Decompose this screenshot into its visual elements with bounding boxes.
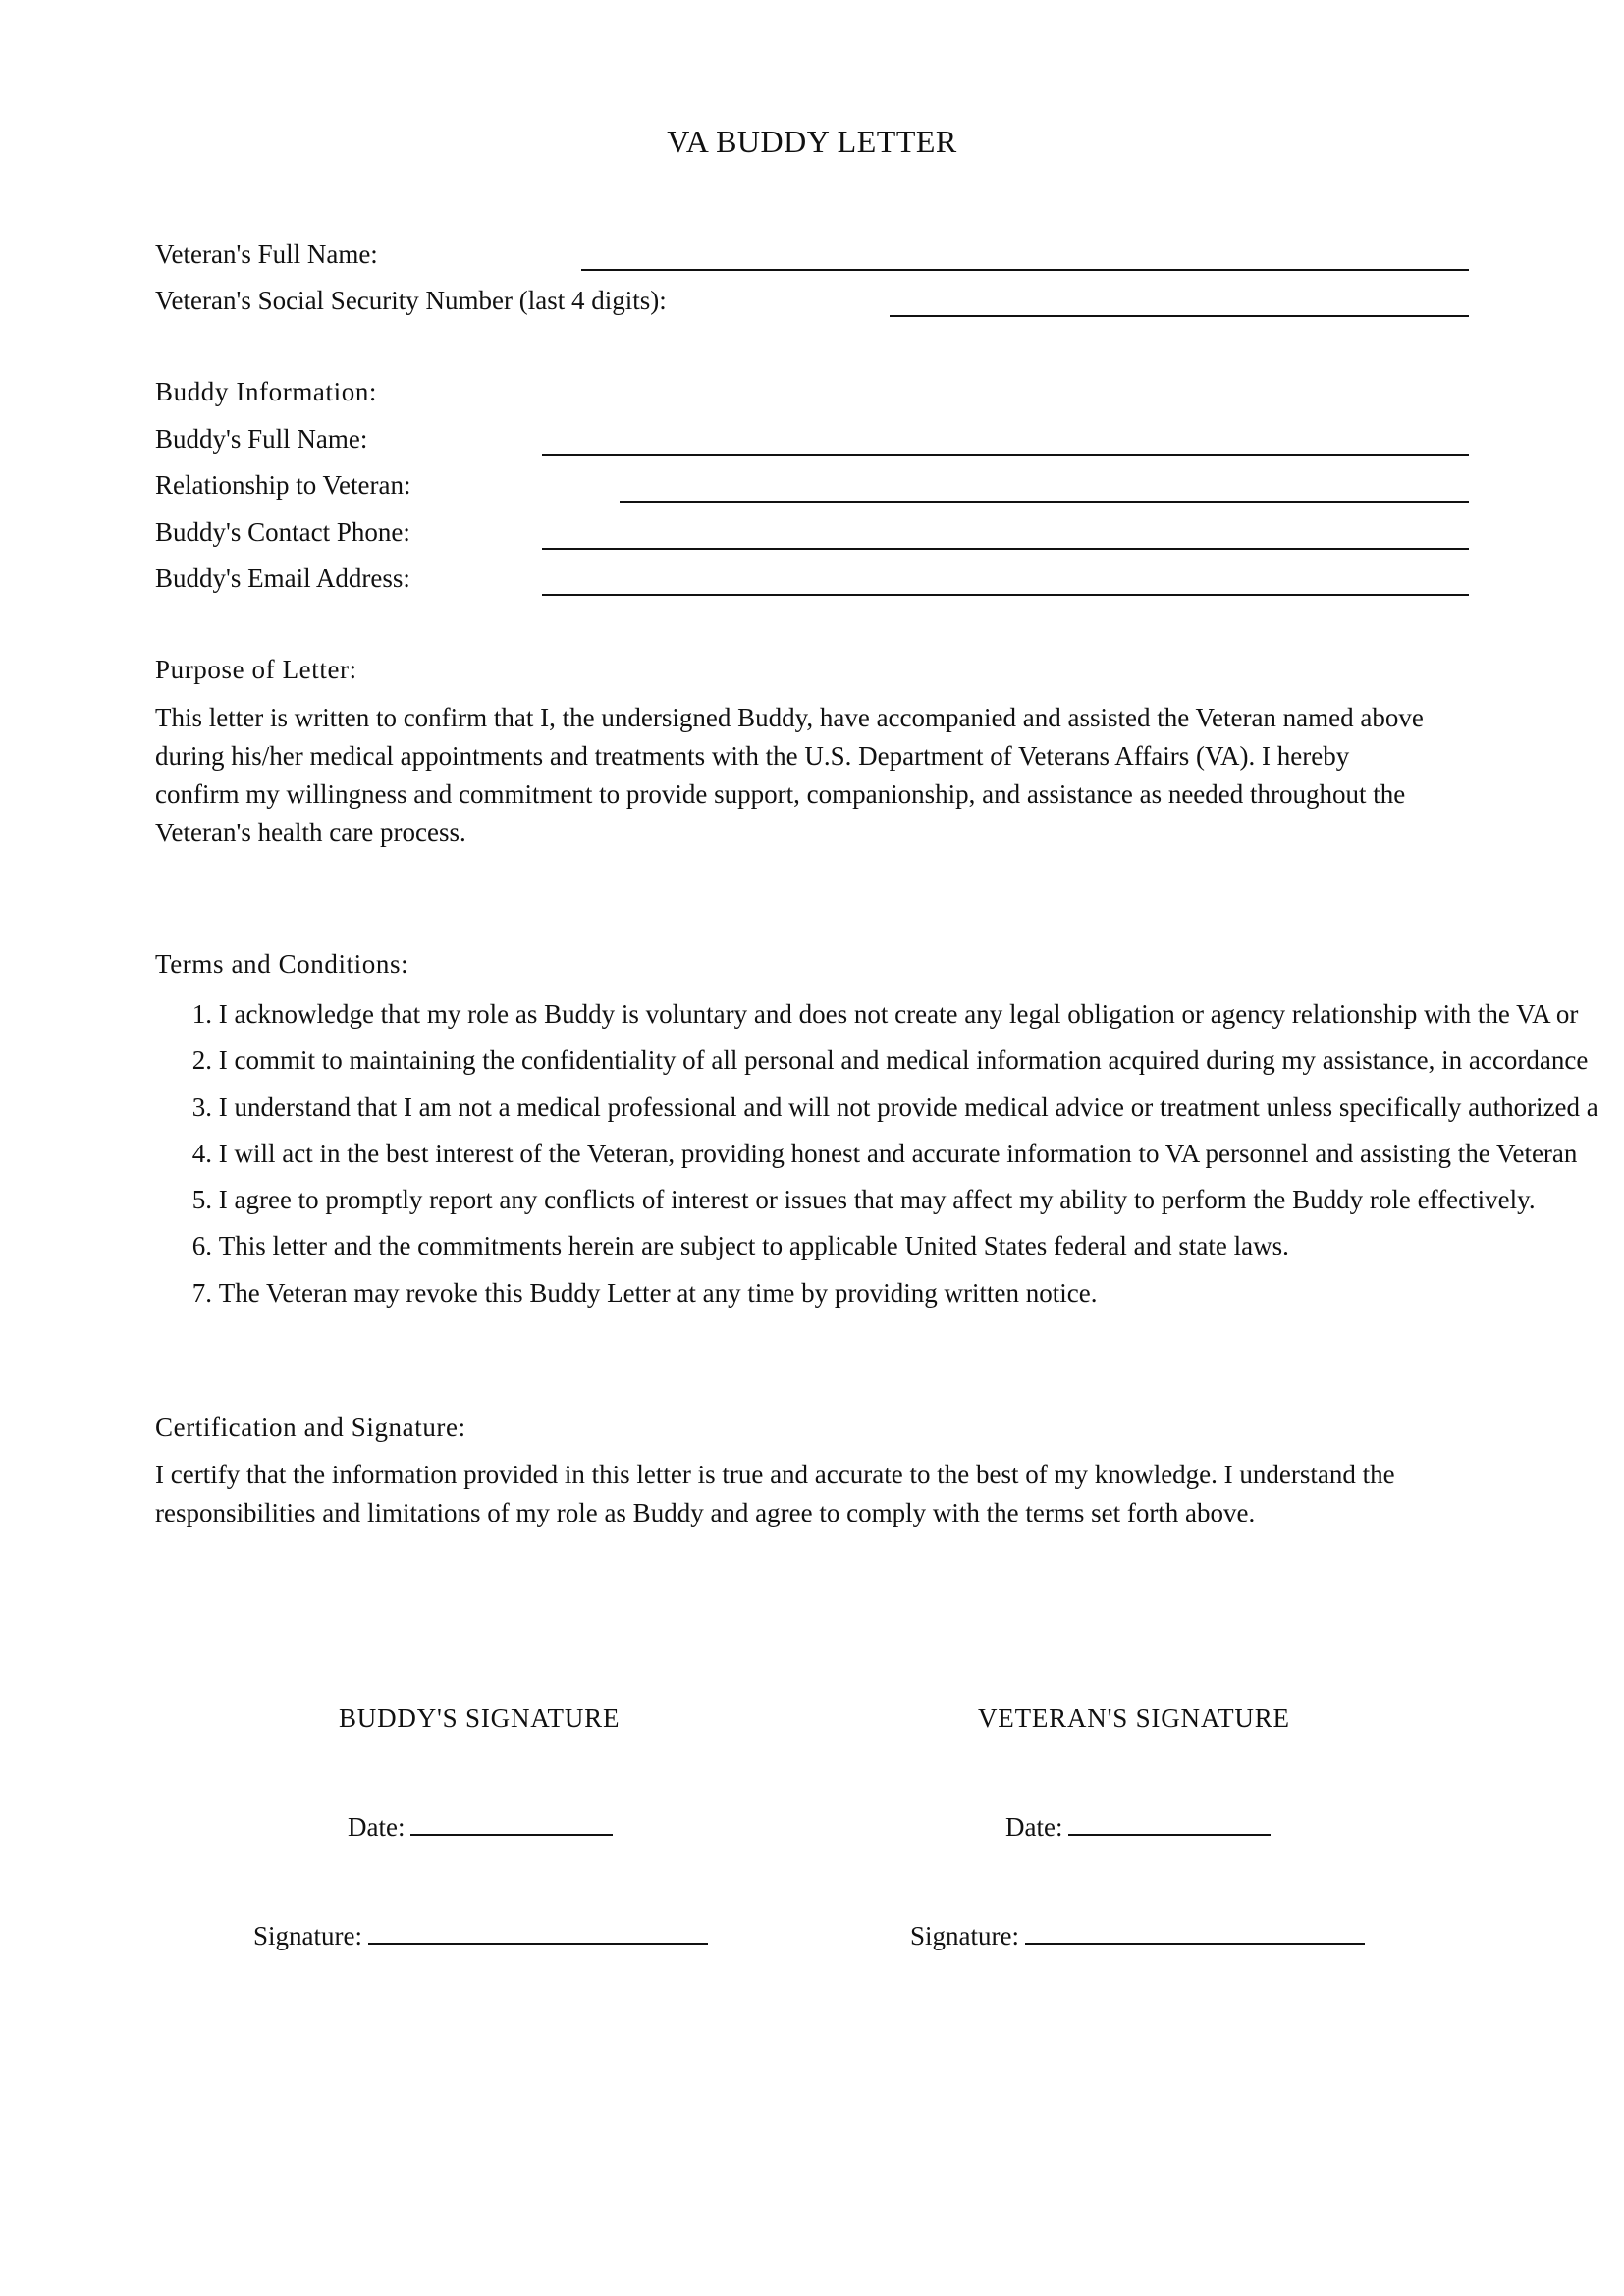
buddy-signature-title: BUDDY'S SIGNATURE bbox=[339, 1703, 621, 1733]
terms-list bbox=[155, 991, 1598, 1316]
buddy-information-heading: Buddy Information: bbox=[155, 377, 378, 406]
buddy-full-name-field[interactable] bbox=[542, 454, 1469, 456]
certification-line: responsibilities and limitations of my role as Buddy and agree to comply with the terms set forth above. bbox=[155, 1498, 1256, 1527]
purpose-paragraph bbox=[155, 699, 1481, 852]
relationship-field[interactable] bbox=[620, 501, 1469, 503]
veteran-date-row bbox=[1005, 1812, 1271, 1842]
buddy-email-field[interactable] bbox=[542, 594, 1469, 596]
purpose-line: during his/her medical appointments and treatments with the U.S. Department of Veterans Affairs (VA). I hereby bbox=[155, 741, 1350, 771]
terms-item: 7. The Veteran may revoke this Buddy Letter at any time by providing written notice. bbox=[191, 1277, 1098, 1308]
veteran-ssn-field[interactable] bbox=[890, 315, 1469, 317]
purpose-line: This letter is written to confirm that I, the undersigned Buddy, have accompanied and assisted the Veteran named above bbox=[155, 703, 1424, 732]
purpose-line: confirm my willingness and commitment to provide support, companionship, and assistance as needed throughout the bbox=[155, 779, 1406, 809]
veteran-full-name-label: Veteran's Full Name: bbox=[155, 240, 378, 269]
veteran-date-label: Date: bbox=[1005, 1812, 1063, 1842]
certification-paragraph bbox=[155, 1456, 1481, 1532]
relationship-label: Relationship to Veteran: bbox=[155, 470, 411, 500]
buddy-signature-row bbox=[253, 1921, 708, 1951]
veteran-date-field[interactable] bbox=[1068, 1812, 1271, 1836]
buddy-date-row bbox=[348, 1812, 613, 1842]
purpose-heading: Purpose of Letter: bbox=[155, 655, 357, 684]
veteran-signature-label: Signature: bbox=[910, 1921, 1019, 1950]
terms-item: 3. I understand that I am not a medical professional and will not provide medical advice or treatment unless specifically authorized a bbox=[191, 1092, 1598, 1122]
purpose-line: Veteran's health care process. bbox=[155, 818, 466, 847]
buddy-date-field[interactable] bbox=[410, 1812, 613, 1836]
document-title: VA BUDDY LETTER bbox=[667, 124, 957, 159]
veteran-signature-field[interactable] bbox=[1025, 1921, 1365, 1945]
terms-item: 2. I commit to maintaining the confidentiality of all personal and medical information acquired during my assistance, in accordance bbox=[191, 1045, 1589, 1076]
veteran-signature-row bbox=[910, 1921, 1365, 1951]
buddy-email-label: Buddy's Email Address: bbox=[155, 563, 410, 593]
terms-item: 1. I acknowledge that my role as Buddy is voluntary and does not create any legal obligation or agency relationship with the VA or bbox=[191, 999, 1579, 1029]
buddy-full-name-label: Buddy's Full Name: bbox=[155, 424, 368, 454]
buddy-phone-field[interactable] bbox=[542, 548, 1469, 550]
buddy-date-label: Date: bbox=[348, 1812, 406, 1842]
veteran-full-name-field[interactable] bbox=[581, 269, 1469, 271]
terms-item: 4. I will act in the best interest of the Veteran, providing honest and accurate information to VA personnel and assisting the Veteran bbox=[191, 1138, 1578, 1168]
terms-item: 5. I agree to promptly report any conflicts of interest or issues that may affect my ability to perform the Buddy role effectively. bbox=[191, 1185, 1536, 1215]
terms-item: 6. This letter and the commitments herein are subject to applicable United States federal and state laws. bbox=[191, 1231, 1289, 1261]
buddy-signature-field[interactable] bbox=[368, 1921, 708, 1945]
buddy-signature-label: Signature: bbox=[253, 1921, 362, 1950]
veteran-signature-title: VETERAN'S SIGNATURE bbox=[978, 1703, 1290, 1733]
certification-heading: Certification and Signature: bbox=[155, 1413, 466, 1442]
buddy-phone-label: Buddy's Contact Phone: bbox=[155, 517, 410, 547]
certification-line: I certify that the information provided in this letter is true and accurate to the best of my knowledge. I understand the bbox=[155, 1460, 1395, 1489]
terms-heading: Terms and Conditions: bbox=[155, 949, 409, 979]
veteran-ssn-label: Veteran's Social Security Number (last 4 digits): bbox=[155, 286, 667, 315]
